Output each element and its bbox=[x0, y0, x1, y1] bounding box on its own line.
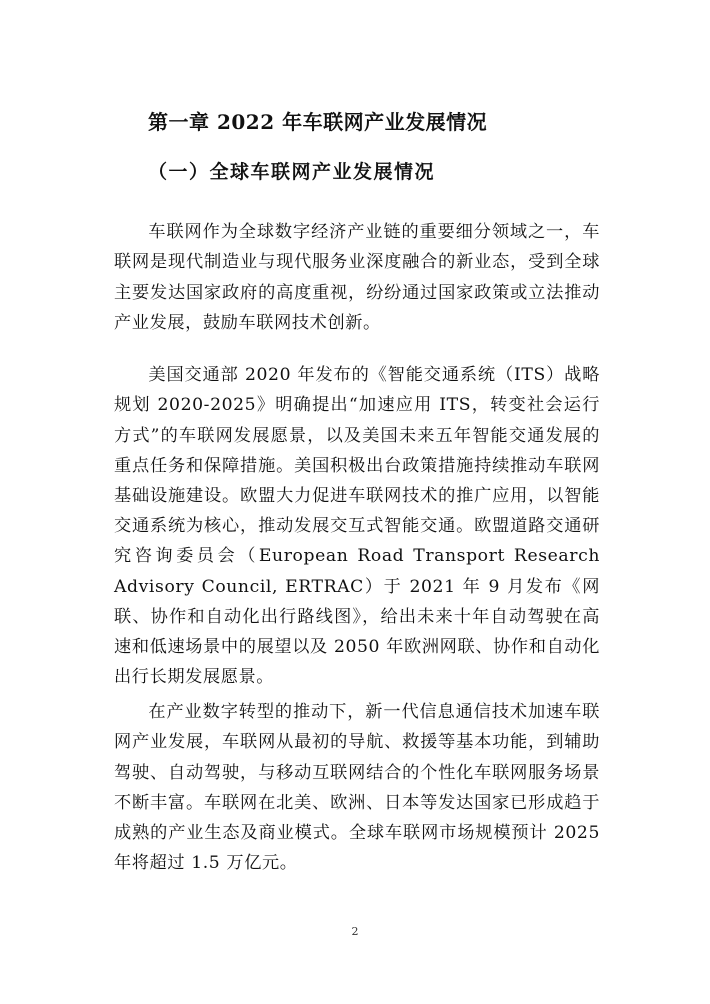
chapter-title: 第一章 2022 年车联网产业发展情况 bbox=[148, 110, 488, 134]
body-paragraph: 车联网作为全球数字经济产业链的重要细分领域之一，车联网是现代制造业与现代服务业深度融合的新业态，受到全球主要发达国家政府的高度重视，纷纷通过国家政策或立法推动产业发展，鼓励车联网技术创新。 bbox=[114, 222, 600, 333]
body-paragraph: 美国交通部 2020 年发布的《智能交通系统（ITS）战略规划 2020-2025》明确提出“加速应用 ITS，转变社会运行方式”的车联网发展愿景，以及美国未来五年智能交通发展的重点任务和保障措施。美国积极出台政策措施持续推动车联网基础设施建设。欧盟大力促进车联网技术的推广应用，以智能交通系统为核心，推动发展交互式智能交通。欧盟道路交通研究咨询委员会（European Road Transport Research Advisory Council, ERTRAC）于 2021 年 9 月发布《网联、协作和自动化出行路线图》，给出未来十年自动驾驶在高速和低速场景中的展望以及 2050 年欧洲网联、协作和自动化出行长期发展愿景。 bbox=[114, 365, 600, 688]
body-paragraph: 在产业数字转型的推动下，新一代信息通信技术加速车联网产业发展，车联网从最初的导航、救援等基本功能，到辅助驾驶、自动驾驶，与移动互联网结合的个性化车联网服务场景不断丰富。车联网在北美、欧洲、日本等发达国家已形成趋于成熟的产业生态及商业模式。全球车联网市场规模预计 2025 年将超过 1.5 万亿元。 bbox=[114, 702, 600, 874]
page-number: 2 bbox=[351, 925, 359, 938]
section-title: （一）全球车联网产业发展情况 bbox=[148, 161, 436, 183]
